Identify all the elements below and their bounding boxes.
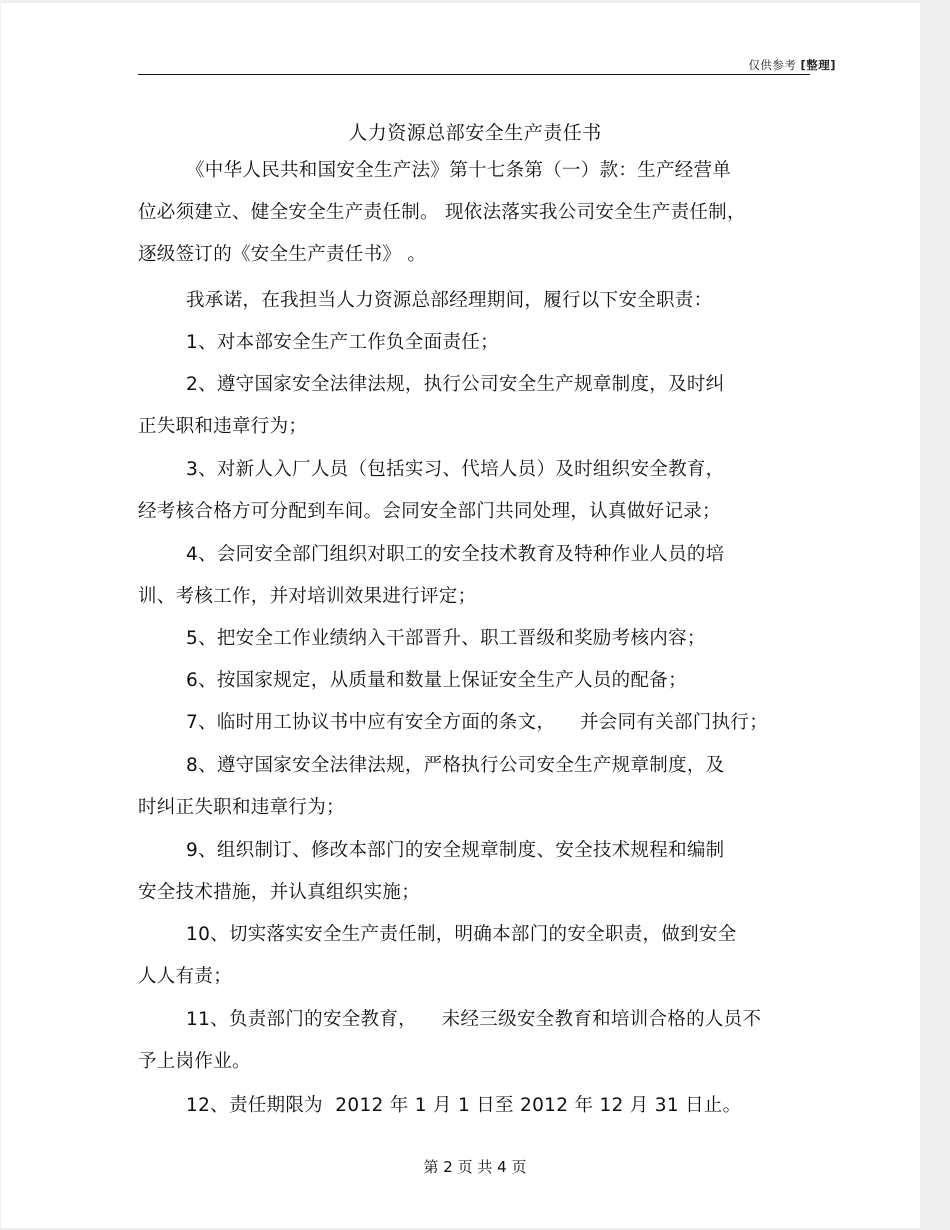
body-line: 8、遵守国家安全法律法规，严格执行公司安全生产规章制度，及 [186,755,725,776]
page-header [748,57,836,73]
body-line: 经考核合格方可分配到车间。会同安全部门共同处理，认真做好记录； [138,501,721,522]
page-number: 第 2 页 共 4 页 [423,1158,527,1176]
body-line: 6、按国家规定，从质量和数量上保证安全生产人员的配备； [186,670,687,691]
body-line: 7、临时用工协议书中应有安全方面的条文， 并会同有关部门执行； [186,712,768,733]
body-line: 5、把安全工作业绩纳入干部晋升、职工晋级和奖励考核内容； [186,628,706,649]
header-tag: [整理] [800,58,836,72]
document-page [1,3,920,1228]
header-divider [138,74,810,75]
body-line: 逐级签订的《安全生产责任书》 。 [138,244,427,265]
body-line: 人人有责； [138,966,233,987]
body-line: 正失职和违章行为； [138,416,308,437]
body-line: 《中华人民共和国安全生产法》第十七条第（一）款：生产经营单 [186,160,732,181]
body-line: 3、对新人入厂人员（包括实习、代培人员）及时组织安全教育， [186,459,725,480]
body-line: 时纠正失职和违章行为； [138,797,345,818]
body-line: 我承诺，在我担当人力资源总部经理期间，履行以下安全职责： [186,290,713,311]
body-line: 4、会同安全部门组织对职工的安全技术教育及特种作业人员的培 [186,544,725,565]
body-line: 予上岗作业。 [138,1051,251,1072]
body-line: 2、遵守国家安全法律法规，执行公司安全生产规章制度，及时纠 [186,374,725,395]
body-line: 11、负责部门的安全教育， 未经三级安全教育和培训合格的人员不 [186,1009,762,1030]
body-line: 训、考核工作，并对培训效果进行评定； [138,586,477,607]
body-line: 位必须建立、健全安全生产责任制。 现依法落实我公司安全生产责任制， [138,202,746,223]
body-line: 1、对本部安全生产工作负全面责任； [186,332,499,353]
body-line: 9、组织制订、修改本部门的安全规章制度、安全技术规程和编制 [186,840,725,861]
body-line: 12、责任期限为 2012 年 1 月 1 日至 2012 年 12 月 31 日止。 [186,1095,742,1116]
document-title: 人力资源总部安全生产责任书 [348,122,602,144]
header-note: 仅供参考 [748,58,797,72]
body-line: 安全技术措施，并认真组织实施； [138,882,421,903]
body-line: 10、切实落实安全生产责任制，明确本部门的安全职责，做到安全 [186,924,737,945]
